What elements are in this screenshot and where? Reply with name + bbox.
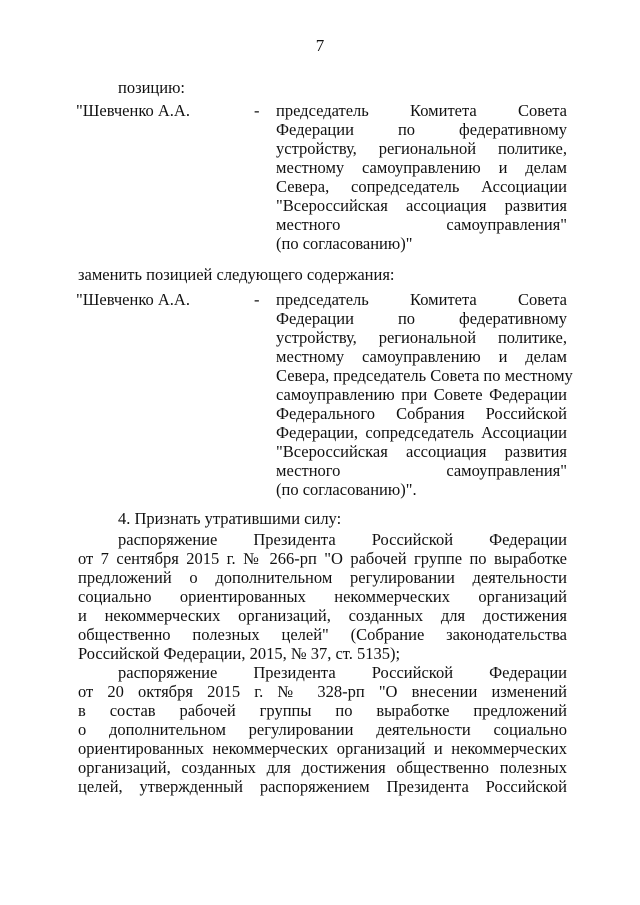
paragraph-line: предложений о дополнительном регулировании деятельности bbox=[78, 568, 567, 587]
entry2-line: Федерального Собрания Российской bbox=[276, 404, 567, 423]
entry2-dash: - bbox=[254, 290, 260, 309]
entry2-description bbox=[276, 290, 573, 499]
paragraph-line: общественно полезных целей" (Собрание законодательства bbox=[78, 625, 567, 644]
entry2-line: Федерации, сопредседатель Ассоциации bbox=[276, 423, 567, 442]
entry1-line: (по согласованию)" bbox=[276, 234, 413, 253]
entry2-name: "Шевченко А.А. bbox=[76, 290, 190, 309]
paragraph-line: и некоммерческих организаций, созданных для достижения bbox=[78, 606, 567, 625]
paragraph-line: Российской Федерации, 2015, № 37, ст. 5135); bbox=[78, 644, 401, 663]
page-number: 7 bbox=[315, 36, 325, 55]
entry1-line: Федерации по федеративному bbox=[276, 120, 567, 139]
entry2-line: Севера, председатель Совета по местному bbox=[276, 366, 573, 385]
entry1-line: устройству, региональной политике, bbox=[276, 139, 567, 158]
entry2-line: председатель Комитета Совета bbox=[276, 290, 567, 309]
entry1-dash: - bbox=[254, 101, 260, 120]
entry1-line: местного самоуправления" bbox=[276, 215, 567, 234]
paragraph-line: социально ориентированных некоммерческих организаций bbox=[78, 587, 567, 606]
entry2-line: местного самоуправления" bbox=[276, 461, 567, 480]
section-4-title: 4. Признать утратившими силу: bbox=[118, 509, 342, 528]
paragraph-line: целей, утвержденный распоряжением Президента Российской bbox=[78, 777, 567, 796]
entry1-line: местному самоуправлению и делам bbox=[276, 158, 567, 177]
entry2-line: "Всероссийская ассоциация развития bbox=[276, 442, 567, 461]
entry2-line: устройству, региональной политике, bbox=[276, 328, 567, 347]
paragraph-line: от 20 октября 2015 г. № 328-рп "О внесении изменений bbox=[78, 682, 567, 701]
paragraph-line: распоряжение Президента Российской Федерации bbox=[118, 663, 567, 682]
entry2-line: самоуправлению при Совете Федерации bbox=[276, 385, 567, 404]
entry1-line: "Всероссийская ассоциация развития bbox=[276, 196, 567, 215]
paragraph-line: организаций, созданных для достижения общественно полезных bbox=[78, 758, 567, 777]
paragraph-line: распоряжение Президента Российской Федерации bbox=[118, 530, 567, 549]
entry1-name: "Шевченко А.А. bbox=[76, 101, 190, 120]
entry2-line: Федерации по федеративному bbox=[276, 309, 567, 328]
entry2-line: местному самоуправлению и делам bbox=[276, 347, 567, 366]
position-intro: позицию: bbox=[118, 78, 185, 97]
entry1-description bbox=[276, 101, 567, 253]
paragraph-line: от 7 сентября 2015 г. № 266-рп "О рабочей группе по выработке bbox=[78, 549, 567, 568]
paragraph-line: о дополнительном регулировании деятельности социально bbox=[78, 720, 567, 739]
entry2-line: (по согласованию)". bbox=[276, 480, 417, 499]
entry1-line: председатель Комитета Совета bbox=[276, 101, 567, 120]
repeal-paragraph-2 bbox=[78, 663, 567, 796]
paragraph-line: ориентированных некоммерческих организаций и некоммерческих bbox=[78, 739, 567, 758]
paragraph-line: в состав рабочей группы по выработке предложений bbox=[78, 701, 567, 720]
entry1-line: Севера, сопредседатель Ассоциации bbox=[276, 177, 567, 196]
replace-instruction: заменить позицией следующего содержания: bbox=[78, 265, 395, 284]
repeal-paragraph-1 bbox=[78, 530, 567, 663]
